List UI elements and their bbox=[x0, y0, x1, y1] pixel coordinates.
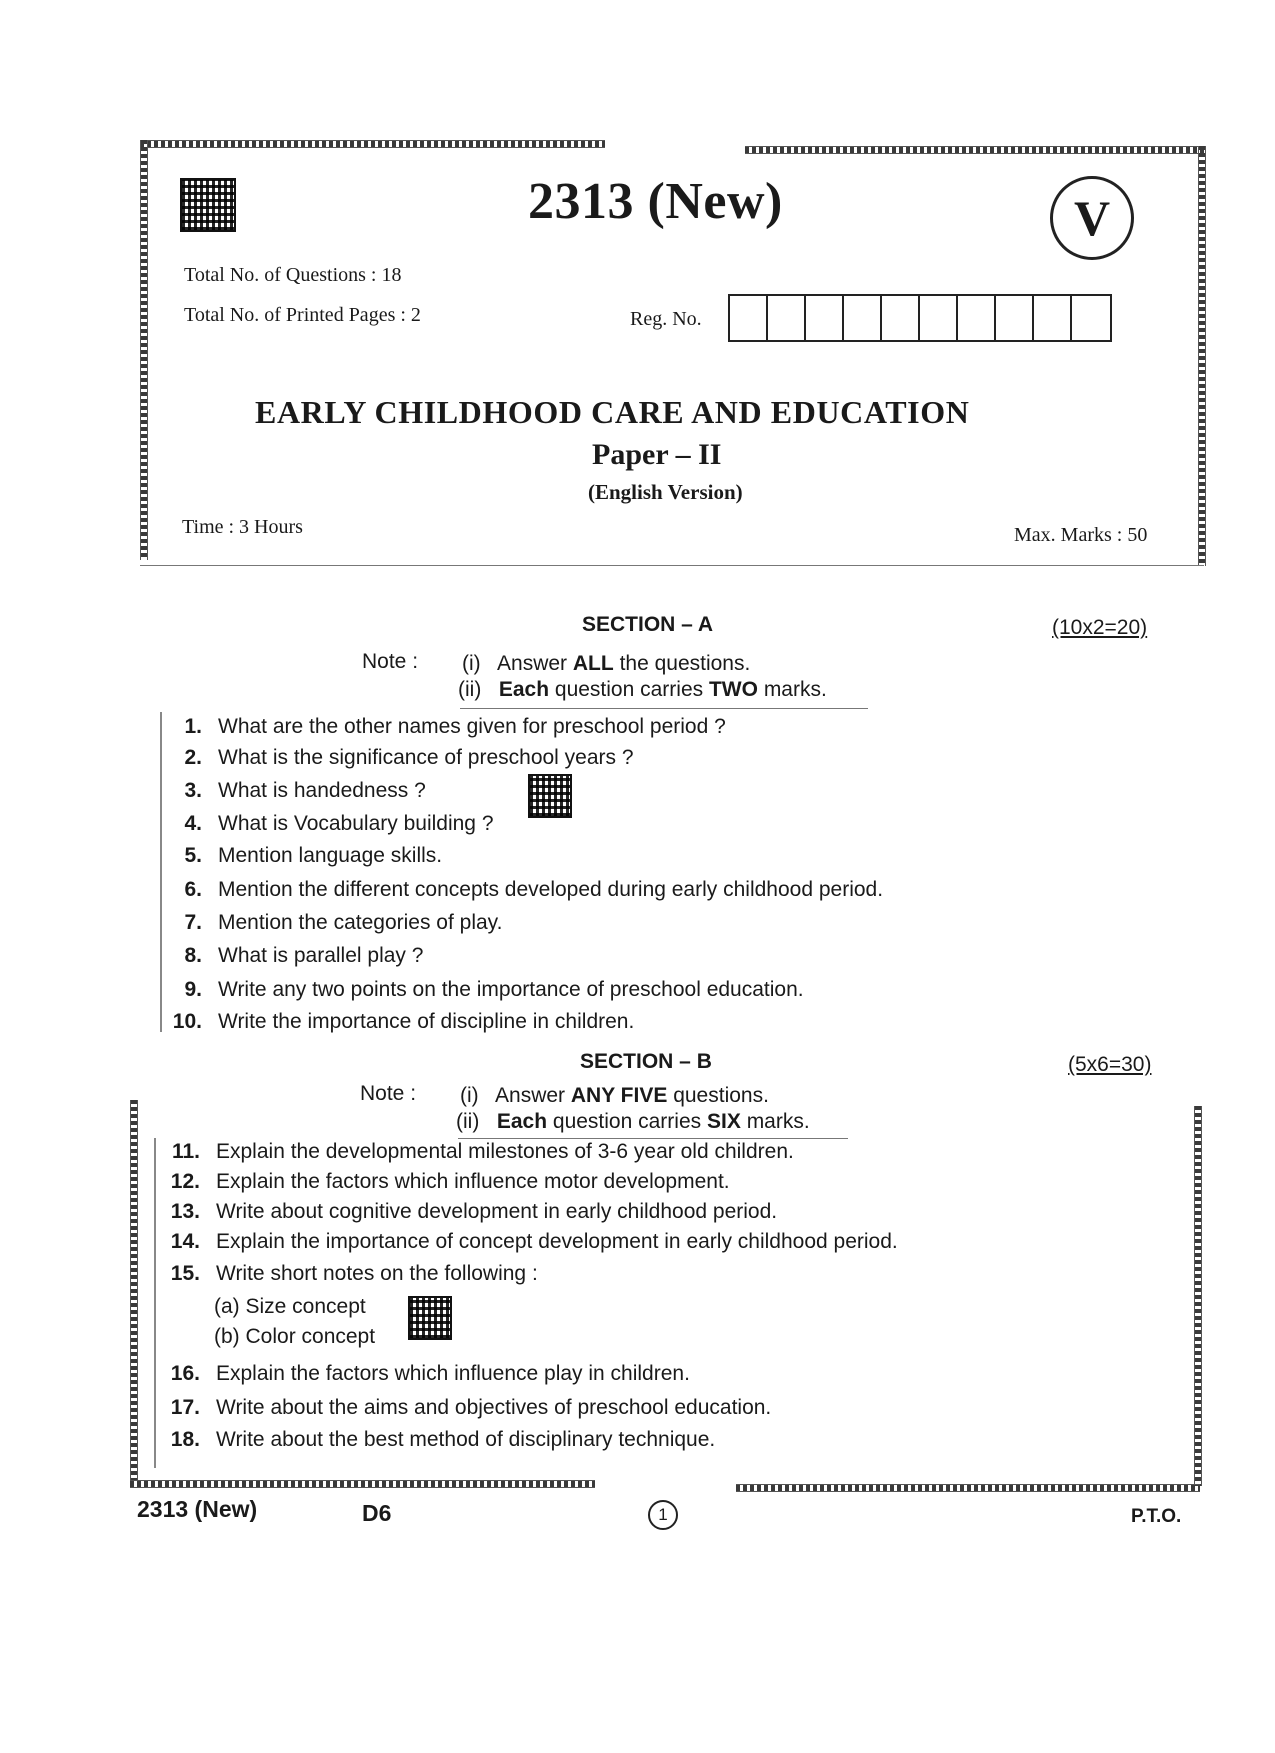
footer-set: D6 bbox=[362, 1500, 392, 1526]
question-text: Write about the best method of disciplinary technique. bbox=[216, 1428, 716, 1451]
reg-no-box[interactable] bbox=[1072, 296, 1110, 340]
note-emphasis: TWO bbox=[708, 678, 758, 701]
question-number: 3. bbox=[184, 779, 202, 802]
reg-no-box[interactable] bbox=[730, 296, 768, 340]
note-text: the questions. bbox=[619, 652, 751, 675]
pto-label: P.T.O. bbox=[1131, 1506, 1182, 1527]
question-text: What is parallel play ? bbox=[218, 944, 424, 967]
note-emphasis: Each bbox=[498, 678, 550, 701]
reg-no-box[interactable] bbox=[996, 296, 1034, 340]
note-emphasis: ALL bbox=[572, 652, 614, 675]
footer-code: 2313 (New) bbox=[137, 1496, 258, 1522]
version-label: (English Version) bbox=[588, 480, 743, 504]
question-number: 14. bbox=[170, 1230, 200, 1253]
question-text: Mention the categories of play. bbox=[218, 911, 503, 934]
question-number: 7. bbox=[184, 911, 202, 934]
question-text: Explain the importance of concept development in early childhood period. bbox=[216, 1230, 898, 1253]
section-a-note-1 bbox=[462, 652, 750, 676]
note-text: question carries bbox=[552, 1110, 702, 1133]
reg-no-input[interactable] bbox=[728, 294, 1112, 342]
question-item bbox=[162, 844, 442, 868]
question-number: 12. bbox=[170, 1170, 200, 1193]
reg-no-box[interactable] bbox=[1034, 296, 1072, 340]
question-text: What is the significance of preschool years ? bbox=[218, 746, 634, 769]
note-num: (i) bbox=[462, 652, 481, 675]
header-border-top-right bbox=[745, 146, 1205, 154]
reg-no-box[interactable] bbox=[920, 296, 958, 340]
question-number: 17. bbox=[170, 1396, 200, 1419]
question-text: Mention the different concepts developed during early childhood period. bbox=[218, 878, 884, 901]
question-item bbox=[162, 812, 494, 836]
note-text: Answer bbox=[497, 652, 568, 675]
note-underline bbox=[460, 708, 868, 709]
question-number: 11. bbox=[171, 1140, 200, 1163]
question-text: What is handedness ? bbox=[218, 779, 426, 802]
section-b-border-bottom-left bbox=[130, 1480, 595, 1488]
question-number: 5. bbox=[184, 844, 202, 867]
page-number bbox=[648, 1500, 678, 1530]
note-emphasis: SIX bbox=[706, 1110, 741, 1133]
question-text: What are the other names given for preschool period ? bbox=[218, 715, 726, 738]
question-number: 4. bbox=[184, 812, 202, 835]
q15-sub-a: (a) Size concept bbox=[214, 1295, 366, 1318]
question-item bbox=[160, 1140, 794, 1164]
header-border-top-left bbox=[140, 140, 605, 148]
question-number: 1. bbox=[184, 715, 202, 738]
question-item bbox=[160, 1428, 715, 1452]
question-text: Write any two points on the importance of preschool education. bbox=[218, 978, 804, 1001]
header-border-right bbox=[1198, 146, 1206, 566]
note-text: question carries bbox=[554, 678, 704, 701]
section-b-border-left bbox=[130, 1100, 138, 1480]
question-item bbox=[162, 1010, 634, 1034]
question-item bbox=[160, 1200, 777, 1224]
reg-no-box[interactable] bbox=[844, 296, 882, 340]
note-num: (i) bbox=[460, 1084, 479, 1107]
question-item bbox=[162, 911, 502, 935]
reg-no-label: Reg. No. bbox=[630, 308, 702, 330]
question-item bbox=[160, 1396, 771, 1420]
max-marks-label: Max. Marks : 50 bbox=[1014, 524, 1148, 546]
question-number: 13. bbox=[170, 1200, 200, 1223]
note-emphasis: ANY FIVE bbox=[570, 1084, 668, 1107]
question-item bbox=[162, 746, 634, 770]
section-b-note-label: Note : bbox=[360, 1082, 417, 1105]
q15-sub-b: (b) Color concept bbox=[214, 1325, 376, 1348]
question-text: Write the importance of discipline in children. bbox=[218, 1010, 635, 1033]
question-text: Write about cognitive development in early childhood period. bbox=[216, 1200, 778, 1223]
qr-code-inline-2 bbox=[408, 1296, 452, 1340]
version-mark-letter: V bbox=[1073, 190, 1111, 246]
question-number: 2. bbox=[184, 746, 202, 769]
note-emphasis: Each bbox=[496, 1110, 548, 1133]
question-item bbox=[160, 1170, 730, 1194]
total-questions: Total No. of Questions : 18 bbox=[184, 264, 402, 286]
header-border-bottom bbox=[140, 565, 1204, 566]
header-border-left bbox=[140, 140, 148, 560]
note-num: (ii) bbox=[458, 678, 482, 701]
question-number: 16. bbox=[170, 1362, 200, 1385]
question-text: What is Vocabulary building ? bbox=[218, 812, 494, 835]
note-text: questions. bbox=[673, 1084, 769, 1107]
question-text: Explain the developmental milestones of 3-6 year old children. bbox=[216, 1140, 794, 1163]
question-item bbox=[162, 944, 423, 968]
question-item bbox=[162, 715, 726, 739]
note-num: (ii) bbox=[456, 1110, 480, 1133]
section-b-left-rule bbox=[154, 1138, 156, 1468]
section-a-note-label: Note : bbox=[362, 650, 419, 673]
total-pages: Total No. of Printed Pages : 2 bbox=[184, 304, 421, 326]
note-text: marks. bbox=[763, 678, 827, 701]
reg-no-box[interactable] bbox=[768, 296, 806, 340]
note-text: marks. bbox=[746, 1110, 810, 1133]
note-text: Answer bbox=[495, 1084, 566, 1107]
question-number: 10. bbox=[172, 1010, 202, 1033]
section-b-marks: (5x6=30) bbox=[1068, 1053, 1152, 1076]
section-b-note-2 bbox=[456, 1110, 810, 1134]
question-item bbox=[160, 1362, 690, 1386]
section-a-note-2 bbox=[458, 678, 827, 702]
question-item bbox=[160, 1262, 538, 1286]
reg-no-box[interactable] bbox=[958, 296, 996, 340]
question-text: Explain the factors which influence play in children. bbox=[216, 1362, 690, 1385]
section-a-title: SECTION – A bbox=[582, 613, 714, 636]
question-number: 9. bbox=[184, 978, 202, 1001]
paper-code-title: 2313 (New) bbox=[528, 173, 783, 230]
qr-code-header bbox=[180, 178, 236, 232]
question-number: 6. bbox=[184, 878, 202, 901]
section-b-border-right bbox=[1194, 1106, 1202, 1486]
question-item bbox=[162, 878, 883, 902]
question-item bbox=[160, 1230, 898, 1254]
time-label: Time : 3 Hours bbox=[182, 516, 303, 538]
question-text: Write about the aims and objectives of preschool education. bbox=[216, 1396, 772, 1419]
subject-title: EARLY CHILDHOOD CARE AND EDUCATION bbox=[255, 394, 970, 430]
version-mark bbox=[1050, 176, 1134, 260]
question-number: 18. bbox=[170, 1428, 200, 1451]
section-b-note-1 bbox=[460, 1084, 769, 1108]
question-item bbox=[162, 779, 426, 803]
qr-code-inline bbox=[528, 774, 572, 818]
question-text: Write short notes on the following : bbox=[216, 1262, 538, 1285]
question-number: 8. bbox=[184, 944, 202, 967]
reg-no-box[interactable] bbox=[806, 296, 844, 340]
paper-title: Paper – II bbox=[592, 438, 722, 471]
page-number-text: 1 bbox=[658, 1505, 668, 1524]
question-number: 15. bbox=[170, 1262, 200, 1285]
section-b-title: SECTION – B bbox=[580, 1050, 712, 1073]
note-underline bbox=[458, 1138, 848, 1139]
question-text: Explain the factors which influence motor development. bbox=[216, 1170, 730, 1193]
reg-no-box[interactable] bbox=[882, 296, 920, 340]
section-b-border-bottom-right bbox=[736, 1484, 1200, 1492]
question-item bbox=[162, 978, 804, 1002]
section-a-marks: (10x2=20) bbox=[1052, 616, 1148, 639]
question-text: Mention language skills. bbox=[218, 844, 443, 867]
